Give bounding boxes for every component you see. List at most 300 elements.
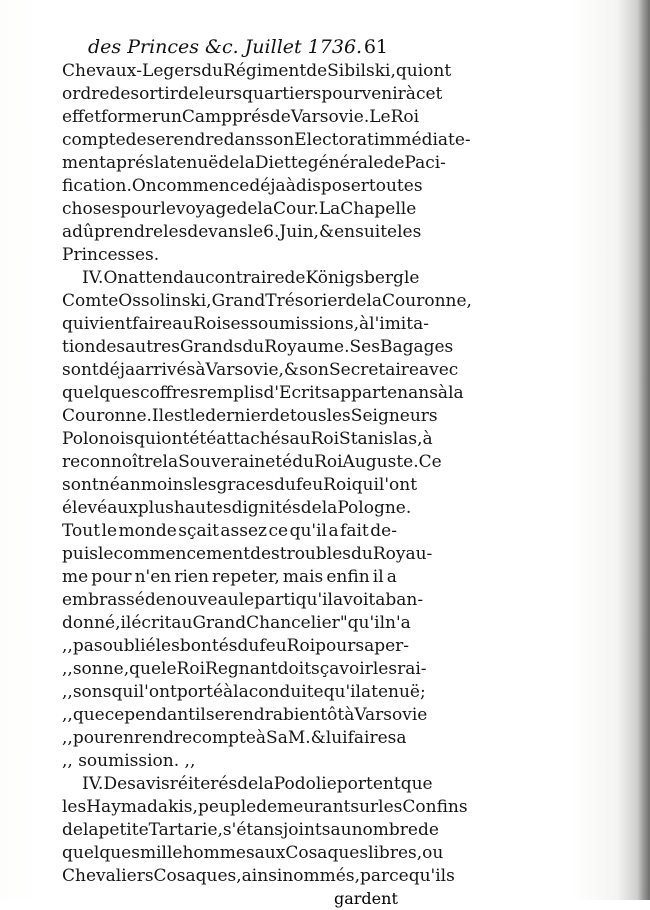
- word: donné,: [62, 613, 121, 633]
- word: aban-: [375, 590, 424, 610]
- word: sons: [72, 682, 112, 702]
- word: générale: [307, 153, 384, 173]
- text-line: [62, 589, 424, 612]
- word: Le: [369, 107, 391, 127]
- word: doit: [277, 659, 312, 679]
- word: sortir: [130, 84, 178, 104]
- word: graces: [216, 475, 274, 495]
- word: les: [397, 222, 422, 242]
- word: il: [120, 613, 132, 633]
- word: a: [386, 567, 397, 587]
- word: prendre: [93, 222, 164, 242]
- word: qui: [62, 314, 90, 334]
- word: son: [264, 130, 295, 150]
- text-line: [62, 175, 423, 198]
- word: pour: [315, 636, 356, 656]
- word: Roi: [390, 107, 420, 127]
- word: au: [172, 314, 194, 334]
- text-line: [62, 313, 429, 336]
- text-line: [62, 83, 443, 106]
- word: quelques: [62, 843, 140, 863]
- word: Régiment: [223, 61, 307, 81]
- word: rien: [174, 567, 209, 587]
- word: Roi: [323, 475, 352, 495]
- text-line: [62, 60, 452, 83]
- word: joints: [283, 820, 331, 840]
- quoted-line: [62, 704, 428, 727]
- word: Polonois: [62, 429, 135, 449]
- word: l'imita-: [369, 314, 429, 334]
- word: fait: [340, 521, 369, 541]
- word: ment: [62, 153, 106, 173]
- quoted-line: [62, 727, 407, 750]
- word: mille: [139, 843, 183, 863]
- word: petite: [98, 820, 149, 840]
- word: Chancelier: [246, 613, 340, 633]
- word: Grands: [179, 337, 243, 357]
- word: oublié: [102, 636, 156, 656]
- word: ensuite: [334, 222, 398, 242]
- word: Grand: [192, 613, 247, 633]
- word: du: [201, 61, 224, 81]
- word: commencement: [113, 544, 251, 564]
- word: d'Ecrits: [263, 383, 331, 403]
- word: élevé: [62, 498, 108, 518]
- text-line: [62, 336, 454, 359]
- word: leurs: [198, 84, 243, 104]
- word: venir: [361, 84, 406, 104]
- word: se: [205, 705, 225, 725]
- word: coffres: [139, 383, 199, 403]
- word: prés: [232, 107, 270, 127]
- word: le: [247, 222, 264, 242]
- word: été: [189, 429, 217, 449]
- word: qui: [111, 682, 139, 702]
- word: IV.: [82, 268, 104, 288]
- word: Stanislas,: [339, 429, 423, 449]
- text-line: [62, 451, 442, 474]
- word: aux: [107, 498, 138, 518]
- word: à: [255, 728, 267, 748]
- text-line: [62, 382, 464, 405]
- word: qui: [134, 429, 162, 449]
- word: pour: [120, 199, 161, 219]
- word: au: [184, 268, 206, 288]
- word: sa: [355, 636, 375, 656]
- word: ou: [422, 843, 444, 863]
- word: sonne,: [72, 659, 130, 679]
- word: commence: [156, 176, 250, 196]
- word: compte: [192, 728, 256, 748]
- word: Tartarie,: [148, 820, 223, 840]
- word: Grand: [211, 291, 266, 311]
- word: Roi: [193, 314, 222, 334]
- text-line: [62, 543, 433, 566]
- word: Chevaliers: [62, 866, 154, 886]
- word: rendre: [134, 728, 193, 748]
- word: à: [195, 360, 206, 380]
- word: des: [250, 544, 280, 564]
- word: ainsi: [241, 866, 283, 886]
- text-line: [62, 290, 472, 313]
- word: repeter,: [212, 567, 280, 587]
- word: choses: [62, 199, 121, 219]
- word: dans: [223, 130, 265, 150]
- word: aux: [254, 843, 286, 863]
- word: de: [109, 84, 131, 104]
- word: avec: [419, 360, 459, 380]
- word: son: [299, 360, 329, 380]
- text-line: [62, 497, 412, 520]
- word: les: [326, 406, 351, 426]
- word: nommés,: [282, 866, 360, 886]
- word: Chevaux: [62, 61, 137, 81]
- word: de: [300, 498, 322, 518]
- word: la: [82, 820, 99, 840]
- word: Auguste.: [342, 452, 419, 472]
- word: voyage: [175, 199, 237, 219]
- word: de: [218, 153, 240, 173]
- word: qu'il: [295, 590, 333, 610]
- word: rendra: [224, 705, 283, 725]
- word: cet: [415, 84, 443, 104]
- word: Chapelle: [340, 199, 417, 219]
- word: tenuë: [169, 153, 219, 173]
- word: le: [161, 659, 177, 679]
- word: Sa: [266, 728, 288, 748]
- text-line: [62, 359, 459, 382]
- word: Des: [103, 774, 136, 794]
- word: le: [98, 544, 114, 564]
- word: au: [330, 820, 352, 840]
- word: les: [163, 222, 188, 242]
- word: rendre: [165, 130, 224, 150]
- word: à: [223, 682, 234, 702]
- word: qu'ils: [408, 866, 455, 886]
- word: Tout: [62, 521, 101, 541]
- word: troubles: [279, 544, 351, 564]
- word: de: [269, 107, 291, 127]
- text-line: [62, 819, 439, 842]
- word: portent: [336, 774, 401, 794]
- word: de: [125, 130, 147, 150]
- word: On: [131, 176, 157, 196]
- word: de: [306, 61, 328, 81]
- word: ": [339, 613, 348, 633]
- word: Confins: [402, 797, 468, 817]
- word: de: [62, 820, 83, 840]
- word: La: [318, 199, 341, 219]
- word: soumissions,: [249, 314, 359, 334]
- word: Souveraineté: [178, 452, 293, 472]
- word: me: [62, 567, 89, 587]
- quoted-line: [62, 658, 427, 681]
- word: du: [237, 636, 260, 656]
- page-number: 61: [363, 36, 388, 58]
- text-line: [62, 152, 446, 175]
- word: le: [403, 268, 420, 288]
- word: nombre: [351, 820, 418, 840]
- text-line: [62, 428, 433, 451]
- word: Cour.: [272, 199, 319, 219]
- text-line: [62, 566, 397, 589]
- word: Juin,: [279, 222, 319, 242]
- text-line: [62, 842, 444, 865]
- word: Varsovie: [354, 705, 428, 725]
- word: n'en: [134, 567, 172, 587]
- word: aprés: [105, 153, 154, 173]
- word: Sibilski,: [327, 61, 396, 81]
- word: Roi: [286, 636, 316, 656]
- word: Roi: [314, 452, 343, 472]
- word: dû: [72, 222, 94, 242]
- word: conduite: [248, 682, 324, 702]
- word: attend: [128, 268, 185, 288]
- word: ,,: [62, 659, 73, 679]
- word: l'ont: [138, 682, 177, 702]
- word: faire: [347, 728, 388, 748]
- quoted-line: [62, 635, 410, 658]
- word: que: [72, 705, 105, 725]
- running-header: [88, 34, 388, 60]
- word: &: [310, 728, 326, 748]
- word: ,,: [62, 728, 73, 748]
- word: qu'il: [289, 521, 327, 541]
- word: Secretaire: [328, 360, 419, 380]
- word: appartenans: [330, 383, 438, 403]
- word: s'étans: [222, 820, 284, 840]
- word: la: [366, 291, 383, 311]
- word: tion: [62, 337, 96, 357]
- word: la: [448, 383, 464, 403]
- word: Ossolinski,: [118, 291, 212, 311]
- word: Electorat: [294, 130, 374, 150]
- word: le: [101, 521, 118, 541]
- word: Cosaques: [285, 843, 369, 863]
- text-line: [62, 198, 417, 221]
- page-edge-shadow: [638, 0, 650, 900]
- word: est: [164, 406, 190, 426]
- word: Podolie: [273, 774, 337, 794]
- word: a: [361, 682, 372, 702]
- word: Regnant: [205, 659, 278, 679]
- word: le: [160, 199, 176, 219]
- quoted-line: [62, 681, 426, 704]
- word: des: [95, 337, 126, 357]
- word: Varsovie,: [205, 360, 284, 380]
- word: qu'il: [347, 613, 386, 633]
- word: en: [113, 728, 135, 748]
- word: néanmoins: [98, 475, 193, 495]
- word: Haymadakis,: [86, 797, 198, 817]
- word: la: [162, 452, 179, 472]
- text-line: [62, 796, 468, 819]
- word: enfin: [326, 567, 370, 587]
- word: Couronne,: [382, 291, 472, 311]
- word: rai-: [397, 659, 427, 679]
- word: au: [289, 429, 311, 449]
- word: l'ont: [378, 475, 418, 495]
- word: sur: [350, 797, 379, 817]
- word: bientôt: [282, 705, 345, 725]
- word: Il: [151, 406, 165, 426]
- word: les: [155, 636, 180, 656]
- word: du: [292, 452, 315, 472]
- word: dernier: [205, 406, 269, 426]
- word: à: [359, 314, 370, 334]
- word: que: [400, 774, 433, 794]
- text-line: [62, 106, 420, 129]
- word: le: [189, 406, 206, 426]
- word: les: [378, 797, 403, 817]
- word: reconnoître: [62, 452, 163, 472]
- word: former: [101, 107, 160, 127]
- word: sont: [62, 360, 99, 380]
- word: porté: [176, 682, 224, 702]
- word: ,,: [62, 682, 73, 702]
- word: parce: [359, 866, 409, 886]
- word: de: [237, 774, 259, 794]
- word: les: [62, 797, 87, 817]
- word: Trésorier: [265, 291, 346, 311]
- word: de: [383, 153, 405, 173]
- word: sont: [62, 475, 99, 495]
- word: de: [345, 291, 367, 311]
- word: la: [153, 153, 170, 173]
- word: bontés: [179, 636, 238, 656]
- word: libres,: [368, 843, 423, 863]
- word: Diette: [254, 153, 308, 173]
- word: devans: [187, 222, 248, 242]
- word: feu: [295, 475, 324, 495]
- word: qui: [395, 61, 424, 81]
- word: sçait: [178, 521, 219, 541]
- word: autres: [125, 337, 180, 357]
- word: sçavoir: [311, 659, 373, 679]
- word: ordre: [62, 84, 110, 104]
- word: quartiers: [242, 84, 322, 104]
- word: pour: [321, 84, 362, 104]
- word: a: [62, 222, 73, 242]
- word: lui: [325, 728, 348, 748]
- word: hautes: [173, 498, 232, 518]
- quoted-line: ,, soumission. ,,: [62, 751, 196, 771]
- word: à: [344, 705, 355, 725]
- word: Comte: [62, 291, 119, 311]
- word: pour: [91, 567, 132, 587]
- word: il: [195, 705, 206, 725]
- word: à: [422, 429, 433, 449]
- word: de: [417, 820, 439, 840]
- word: effet: [62, 107, 102, 127]
- word: hommes: [182, 843, 255, 863]
- word: Royau-: [372, 544, 433, 564]
- word: de: [236, 199, 258, 219]
- word: un: [160, 107, 182, 127]
- word: puis: [62, 544, 98, 564]
- word: M.: [287, 728, 311, 748]
- word: les: [192, 475, 217, 495]
- word: qu'il: [323, 682, 361, 702]
- word: 6.: [263, 222, 280, 242]
- word: la: [233, 682, 249, 702]
- word: à: [437, 383, 449, 403]
- word: Legers: [142, 61, 202, 81]
- word: remplis: [198, 383, 264, 403]
- word: ce: [268, 521, 289, 541]
- word: de: [284, 268, 306, 288]
- word: assez: [220, 521, 267, 541]
- word: a: [328, 521, 339, 541]
- word: Pologne.: [337, 498, 412, 518]
- word: fication.: [62, 176, 132, 196]
- word: écrit: [131, 613, 172, 633]
- word: de-: [370, 521, 397, 541]
- word: feu: [259, 636, 287, 656]
- word: n'a: [385, 613, 411, 633]
- word: ont: [423, 61, 452, 81]
- word: de: [144, 590, 166, 610]
- text-line: [62, 405, 438, 428]
- word: Ce: [418, 452, 442, 472]
- word: On: [103, 268, 129, 288]
- word: quelques: [62, 383, 140, 403]
- word: déja: [249, 176, 286, 196]
- word: embrassé: [62, 590, 145, 610]
- word: &: [318, 222, 335, 242]
- word: pour: [72, 728, 114, 748]
- running-title: des Princes &c. Juillet 1736.: [88, 36, 363, 58]
- word: ses: [221, 314, 250, 334]
- word: Royaume.: [264, 337, 350, 357]
- word: vient: [89, 314, 133, 334]
- paragraph-first-line: [62, 773, 433, 796]
- word: de: [177, 84, 199, 104]
- word: Couronne.: [62, 406, 152, 426]
- word: Paci-: [404, 153, 446, 173]
- word: compte: [62, 130, 126, 150]
- paragraph-first-line: [62, 267, 420, 290]
- word: la: [258, 774, 274, 794]
- word: Bagages: [379, 337, 454, 357]
- text-line: [62, 612, 411, 635]
- word: réiterés: [169, 774, 238, 794]
- word: parti: [254, 590, 296, 610]
- word: la: [257, 199, 273, 219]
- word: se: [146, 130, 166, 150]
- word: du: [274, 475, 296, 495]
- word: avoit: [333, 590, 376, 610]
- word: peuple: [197, 797, 257, 817]
- word: Roi: [310, 429, 340, 449]
- word: &: [283, 360, 300, 380]
- word: ont: [161, 429, 190, 449]
- word: Königsberg: [305, 268, 404, 288]
- text-line: Princesses.: [62, 245, 160, 265]
- word: arrivés: [135, 360, 196, 380]
- word: que: [129, 659, 162, 679]
- word: qui: [351, 475, 379, 495]
- word: ,,: [62, 636, 73, 656]
- text-line: [62, 221, 422, 244]
- word: du: [242, 337, 265, 357]
- word: sa: [387, 728, 407, 748]
- word: dignités: [231, 498, 301, 518]
- word: contraire: [205, 268, 285, 288]
- word: Camp: [181, 107, 233, 127]
- word: Cosaques,: [153, 866, 242, 886]
- word: per-: [374, 636, 410, 656]
